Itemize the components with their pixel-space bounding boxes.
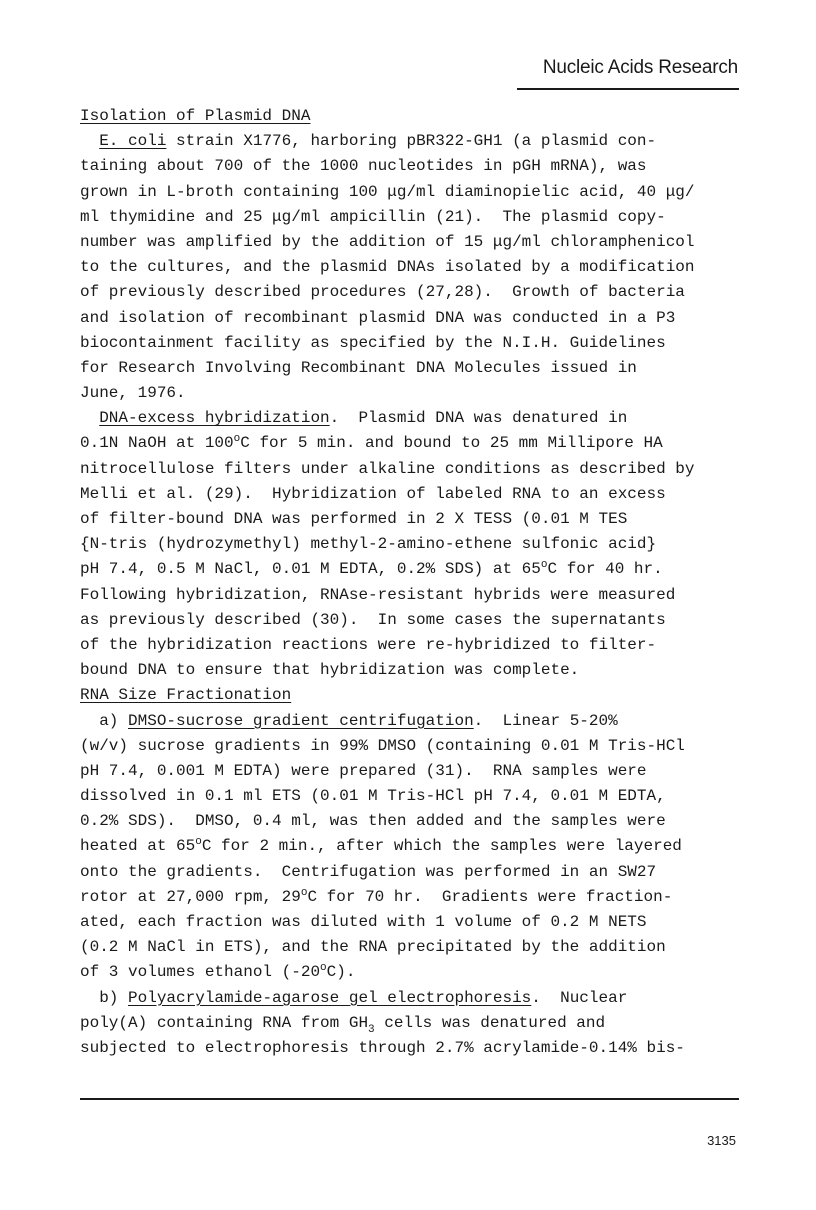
text-line: biocontainment facility as specified by the N.I.H. Guidelines: [80, 333, 666, 352]
text-line: {N-tris (hydrozymethyl) methyl-2-amino-ethene sulfonic acid}: [80, 535, 657, 554]
list-marker: a): [99, 711, 129, 730]
heading-text: RNA Size Fractionation: [80, 686, 292, 705]
article-body: [80, 104, 740, 1061]
page-number: 3135: [707, 1133, 736, 1148]
text-line: Following hybridization, RNAse-resistant hybrids were measured: [80, 585, 676, 604]
header-rule: [517, 88, 739, 90]
text-line: [80, 986, 740, 1011]
section-heading-rna-size: [80, 683, 740, 708]
text-line: [80, 960, 740, 985]
text-line: [80, 129, 740, 154]
text-line: June, 1976.: [80, 384, 186, 403]
footer-rule: [80, 1098, 739, 1100]
text-span: . Linear 5-20%: [473, 711, 618, 730]
text-line: [80, 1011, 740, 1036]
text-span: 0.1N NaOH at 100: [80, 434, 234, 453]
journal-title: Nucleic Acids Research: [542, 57, 738, 78]
text-line: [80, 406, 740, 431]
text-line: and isolation of recombinant plasmid DNA was conducted in a P3: [80, 308, 676, 327]
text-span: rotor at 27,000 rpm, 29: [80, 887, 301, 906]
text-span: pH 7.4, 0.5 M NaCl, 0.01 M EDTA, 0.2% SDS) at 65: [80, 560, 541, 579]
text-span: strain X1776, harboring pBR322-GH1 (a plasmid con-: [166, 132, 657, 151]
text-span: cells was denatured and: [374, 1013, 606, 1032]
text-line: [80, 709, 740, 734]
text-span: . Nuclear: [531, 988, 628, 1007]
text-line: pH 7.4, 0.001 M EDTA) were prepared (31). RNA samples were: [80, 761, 647, 780]
text-line: bound DNA to ensure that hybridization was complete.: [80, 661, 580, 680]
text-line: to the cultures, and the plasmid DNAs isolated by a modification: [80, 258, 695, 277]
text-line: ated, each fraction was diluted with 1 volume of 0.2 M NETS: [80, 913, 647, 931]
degree-mark: o: [195, 836, 202, 849]
text-span: of 3 volumes ethanol (-20: [80, 963, 321, 982]
heading-text: Isolation of Plasmid DNA: [80, 107, 311, 125]
text-line: of previously described procedures (27,28). Growth of bacteria: [80, 283, 685, 302]
text-line: of filter-bound DNA was performed in 2 X TESS (0.01 M TES: [80, 510, 628, 528]
degree-mark: o: [540, 559, 548, 572]
text-span: C for 40 hr.: [547, 560, 663, 579]
text-line: number was amplified by the addition of 15 μg/ml chloramphenicol: [80, 232, 695, 251]
text-line: 0.2% SDS). DMSO, 0.4 ml, was then added and the samples were: [80, 812, 666, 831]
text-span: C for 5 min. and bound to 25 mm Millipore HA: [240, 434, 663, 453]
text-line: (w/v) sucrose gradients in 99% DMSO (containing 0.01 M Tris-HCl: [80, 736, 685, 755]
text-span: poly(A) containing RNA from GH: [80, 1013, 369, 1032]
text-line: taining about 700 of the 1000 nucleotides in pGH mRNA), was: [80, 157, 647, 176]
text-line: [80, 834, 740, 859]
text-span: C).: [326, 963, 356, 982]
text-line: [80, 557, 740, 582]
section-heading-isolation: [80, 104, 740, 129]
text-line: as previously described (30). In some cases the supernatants: [80, 610, 666, 629]
subscript-mark: 3: [368, 1023, 375, 1036]
text-line: of the hybridization reactions were re-hybridized to filter-: [80, 635, 657, 654]
subheading-gel: Polyacrylamide-agarose gel electrophoresis: [128, 988, 532, 1007]
text-line: [80, 885, 740, 910]
species-name: E. coli: [99, 132, 167, 151]
text-line: (0.2 M NaCl in ETS), and the RNA precipitated by the addition: [80, 938, 666, 957]
text-line: dissolved in 0.1 ml ETS (0.01 M Tris-HCl pH 7.4, 0.01 M EDTA,: [80, 787, 666, 806]
text-line: onto the gradients. Centrifugation was performed in an SW27: [80, 862, 657, 881]
degree-mark: o: [233, 433, 241, 446]
text-span: . Plasmid DNA was denatured in: [329, 409, 628, 428]
text-line: Melli et al. (29). Hybridization of labeled RNA to an excess: [80, 484, 666, 503]
text-line: ml thymidine and 25 μg/ml ampicillin (21). The plasmid copy-: [80, 207, 666, 226]
text-line: [80, 431, 740, 456]
text-span: C for 70 hr. Gradients were fraction-: [307, 887, 673, 906]
subheading-dmso: DMSO-sucrose gradient centrifugation: [128, 711, 474, 730]
text-line: for Research Involving Recombinant DNA Molecules issued in: [80, 358, 637, 377]
text-line: grown in L-broth containing 100 μg/ml diaminopielic acid, 40 μg/: [80, 182, 695, 201]
text-span: C for 2 min., after which the samples were layered: [201, 837, 682, 856]
degree-mark: o: [320, 962, 327, 975]
degree-mark: o: [300, 886, 308, 899]
list-marker: b): [99, 988, 129, 1007]
text-line: nitrocellulose filters under alkaline conditions as described by: [80, 459, 695, 478]
subheading-hybridization: DNA-excess hybridization: [99, 409, 330, 428]
text-span: heated at 65: [80, 837, 196, 856]
text-line: subjected to electrophoresis through 2.7% acrylamide-0.14% bis-: [80, 1038, 685, 1057]
